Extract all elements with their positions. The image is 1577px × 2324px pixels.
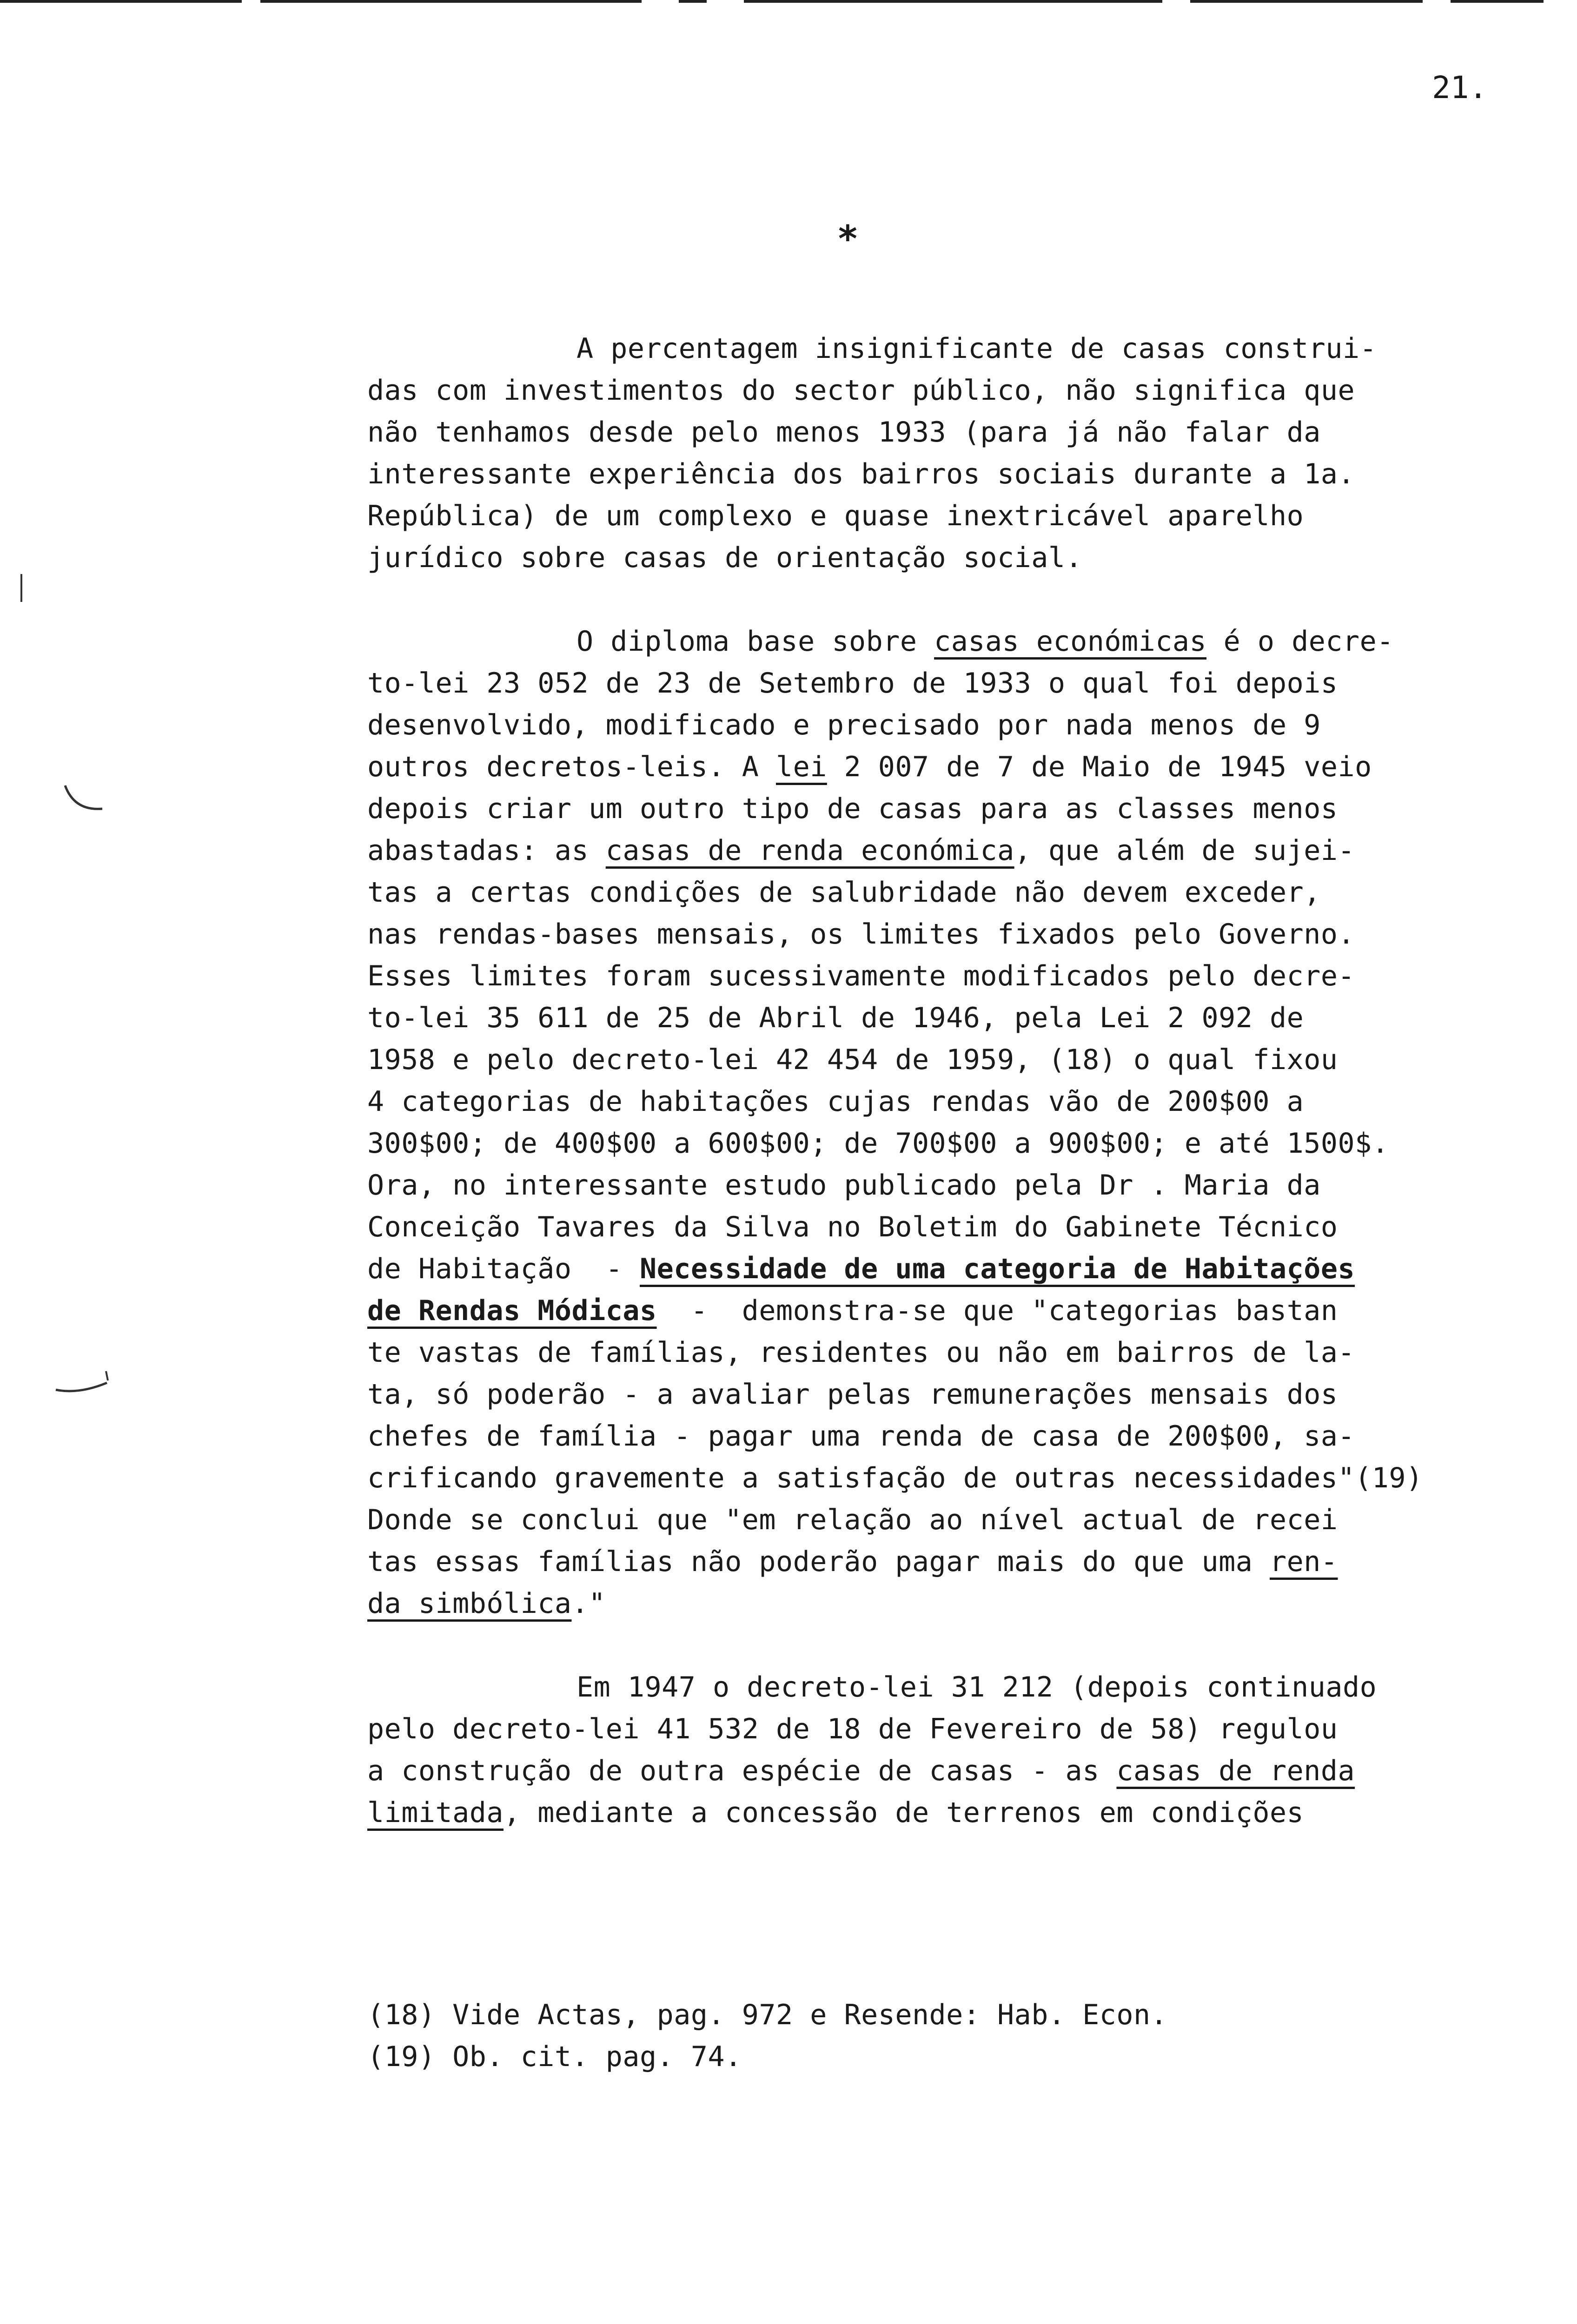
para3-line-1: Em 1947 o decreto-lei 31 212 (depois continuado — [576, 1671, 1377, 1703]
para2-text: de Habitação - — [367, 1253, 640, 1285]
para2-line-5: depois criar um outro tipo de casas para as classes menos — [367, 792, 1338, 825]
underlined-term-casas-economicas: casas económicas — [934, 625, 1207, 658]
para3-text: , mediante a concessão de terrenos em condições — [503, 1796, 1304, 1829]
para2-text: ." — [571, 1587, 606, 1620]
underlined-term-lei: lei — [775, 751, 827, 783]
para2-line-19: ta, só poderão - a avaliar pelas remunerações mensais dos — [367, 1378, 1338, 1411]
para2-line-7: tas a certas condições de salubridade não devem exceder, — [367, 876, 1321, 909]
para2-line-18: te vastas de famílias, residentes ou não em bairros de la- — [367, 1336, 1355, 1369]
para2-line-9: Esses limites foram sucessivamente modificados pelo decre- — [367, 960, 1355, 992]
para2-line-16 — [367, 1248, 1355, 1290]
para2-line-3: desenvolvido, modificado e precisado por nada menos de 9 — [367, 709, 1321, 741]
para1-line-3: não tenhamos desde pelo menos 1933 (para já não falar da — [367, 416, 1321, 449]
para2-line-8: nas rendas-bases mensais, os limites fixados pelo Governo. — [367, 918, 1355, 951]
para2-line-11: 1958 e pelo decreto-lei 42 454 de 1959, (18) o qual fixou — [367, 1043, 1338, 1076]
underlined-title-part-1: Necessidade de uma categoria de Habitações — [639, 1253, 1355, 1285]
para3-line-3 — [367, 1750, 1355, 1792]
para2-line-13: 300$00; de 400$00 a 600$00; de 700$00 a 900$00; e até 1500$. — [367, 1127, 1389, 1160]
top-scan-edge — [0, 0, 1577, 4]
para2-text: , que além de sujei- — [1014, 834, 1355, 867]
para1-line-4: interessante experiência dos bairros sociais durante a 1a. — [367, 458, 1355, 490]
para1-line-6: jurídico sobre casas de orientação social. — [367, 541, 1083, 574]
para2-text: outros decretos-leis. A — [367, 751, 776, 783]
para2-line-20: chefes de família - pagar uma renda de casa de 200$00, sa- — [367, 1420, 1355, 1452]
underlined-term-casas-de-renda-economica: casas de renda económica — [605, 834, 1014, 867]
para3-text: a construção de outra espécie de casas - as — [367, 1755, 1117, 1787]
para1-line-2: das com investimentos do sector público, não significa que — [367, 374, 1355, 407]
para2-line-4 — [367, 746, 1372, 788]
para2-line-21: crificando gravemente a satisfação de outras necessidades"(19) — [367, 1462, 1423, 1494]
para2-line-2: to-lei 23 052 de 23 de Setembro de 1933 o qual foi depois — [367, 667, 1338, 700]
underlined-title-part-2: de Rendas Módicas — [367, 1294, 657, 1327]
underlined-term-renda: ren- — [1270, 1545, 1338, 1578]
margin-curve-mark-2 — [51, 1357, 116, 1399]
para2-text: 2 007 de 7 de Maio de 1945 veio — [827, 751, 1372, 783]
para2-line-22: Donde se conclui que "em relação ao nível actual de recei — [367, 1504, 1338, 1536]
para2-line-12: 4 categorias de habitações cujas rendas vão de 200$00 a — [367, 1085, 1304, 1118]
footnote-19: (19) Ob. cit. pag. 74. — [367, 2040, 742, 2073]
footnote-18: (18) Vide Actas, pag. 972 e Resende: Hab. Econ. — [367, 1999, 1168, 2031]
para2-line-17 — [367, 1290, 1338, 1332]
para2-line-14: Ora, no interessante estudo publicado pela Dr . Maria da — [367, 1169, 1321, 1202]
underlined-term-casas-de-renda: casas de renda — [1116, 1755, 1355, 1787]
underlined-term-simbolica: da simbólica — [367, 1587, 572, 1620]
para2-text: - demonstra-se que "categorias bastan — [656, 1294, 1338, 1327]
para2-line-10: to-lei 35 611 de 25 de Abril de 1946, pela Lei 2 092 de — [367, 1002, 1304, 1034]
para2-text: O diploma base sobre — [576, 625, 934, 658]
section-marker: * — [837, 218, 859, 260]
para3-line-4 — [367, 1792, 1304, 1834]
para1-line-5: República) de um complexo e quase inextricável aparelho — [367, 500, 1304, 532]
para2-text: tas essas famílias não poderão pagar mais do que uma — [367, 1545, 1270, 1578]
para1-line-1: A percentagem insignificante de casas construi- — [576, 332, 1377, 365]
para2-line-15: Conceição Tavares da Silva no Boletim do Gabinete Técnico — [367, 1211, 1338, 1243]
para3-line-2: pelo decreto-lei 41 532 de 18 de Fevereiro de 58) regulou — [367, 1713, 1338, 1745]
margin-curve-mark — [60, 781, 107, 818]
para2-line-6 — [367, 830, 1355, 872]
page-number: 21. — [1432, 70, 1488, 106]
para2-text: é o decre- — [1206, 625, 1394, 658]
underlined-term-limitada: limitada — [367, 1796, 504, 1829]
para2-line-23 — [367, 1541, 1338, 1583]
margin-tick-mark — [17, 572, 26, 604]
para2-text: abastadas: as — [367, 834, 606, 867]
para2-line-1 — [576, 621, 1394, 662]
para2-line-24 — [367, 1583, 606, 1624]
